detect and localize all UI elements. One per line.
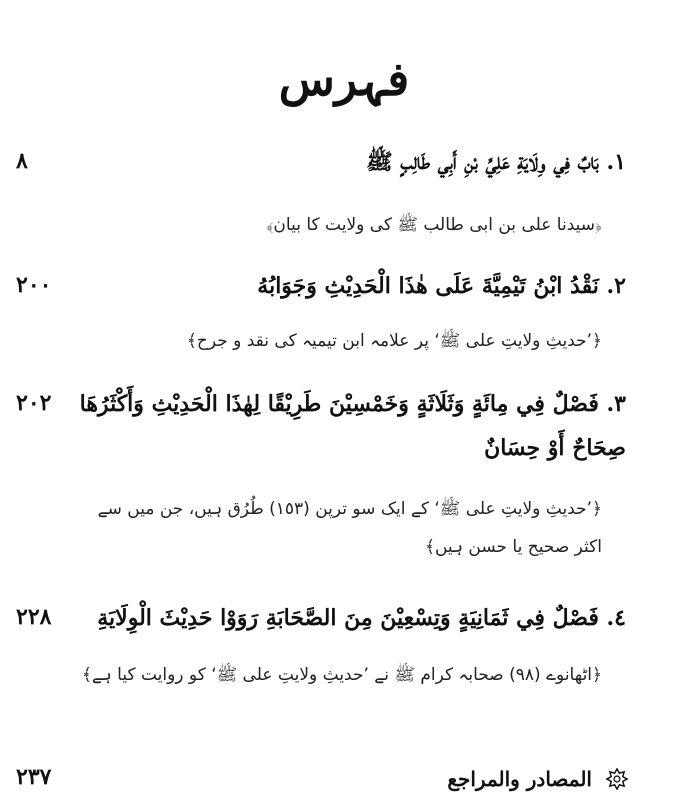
entry-2-subtitle: ﴿’حدیثِ ولایتِ علی ﷺ‘ پر علامہ ابن تیمیہ کی نقد و جرح﴾: [186, 331, 602, 351]
entry-3-subtitle: ﴿’حدیثِ ولایتِ علی ﷺ‘ کے ایک سو ترپن (١٥٣) طُرُق ہیں، جن میں سے اکثر صحیح یا حسن ہیں﴾: [97, 499, 602, 557]
page-title: فہرس: [278, 52, 410, 106]
ornament-star-icon: [606, 768, 628, 790]
entry-1-heading[interactable]: ١. بَابٌ فِي وِلَايَةِ عَلِيِّ بْنِ أَبِي طَالِبٍ ﷺ: [366, 149, 626, 175]
entry-1-subtitle: ﴿سیدنا علی بن ابی طالب ﷺ کی ولایت کا بیان﴾: [266, 215, 602, 235]
entry-4-subtitle: ﴿اٹھانوے (٩٨) صحابہ کرام ﷺ نے ’حدیثِ ولایتِ علی ﷺ‘ کو روایت کیا ہے﴾: [81, 665, 602, 685]
entry-4-heading[interactable]: ٤. فَصْلٌ فِي ثَمَانِيَةٍ وَتِسْعِيْنَ مِنَ الصَّحَابَةِ رَوَوْا حَدِيْثَ الْوِلَايَةِ: [97, 605, 626, 631]
entry-2-page: ٢٠٠: [16, 272, 52, 298]
sources-references-heading[interactable]: المصادر والمراجع: [447, 767, 592, 791]
entry-1-page: ٨: [16, 148, 28, 174]
entry-3-heading[interactable]: ٣. فَصْلٌ فِي مِائَةٍ وَثَلَاثَةٍ وَخَمْسِيْنَ طَرِيْقًا لِهٰذَا الْحَدِيْثِ وَأَكْثَرُهَا صِحَاحٌ أَوْ حِسَانٌ: [79, 391, 626, 461]
entry-2-heading[interactable]: ٢. نَقْدُ ابْنُ تَيْمِيَّةَ عَلَى هٰذَا الْحَدِيْثِ وَجَوَابُهُ: [257, 273, 626, 299]
sources-page: ٢٣٧: [16, 764, 52, 790]
entry-3-page: ٢٠٢: [16, 390, 52, 416]
entry-4-page: ٢٢٨: [16, 604, 52, 630]
